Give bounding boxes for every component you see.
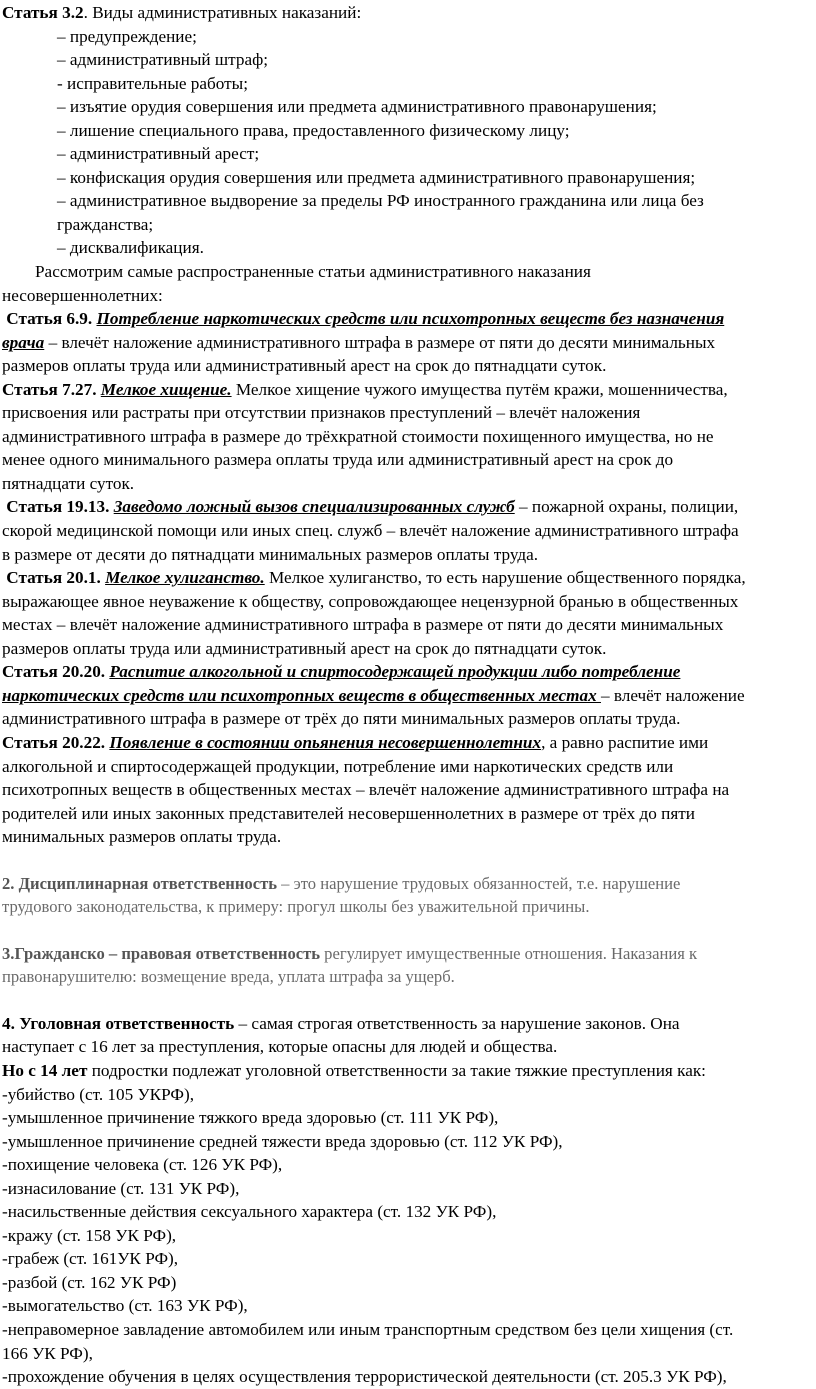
spacer: [2, 919, 813, 942]
article-line: административного штрафа в размере от трёх до пяти минимальных размеров оплаты труда.: [2, 709, 681, 729]
list-item: -изнасилование (ст. 131 УК РФ),: [2, 1178, 240, 1198]
list-item: -вымогательство (ст. 163 УК РФ),: [2, 1296, 248, 1316]
article-20-20-cont: [2, 684, 813, 708]
list-item: -убийство (ст. 105 УКРФ),: [2, 1084, 194, 1104]
list-item: – изъятие орудия совершения или предмета административного правонарушения;: [57, 97, 657, 117]
intro-paragraph-cont: несовершеннолетних:: [2, 285, 163, 305]
article-line: родителей или иных законных представителей несовершеннолетних в размере от трёх до пяти: [2, 803, 695, 823]
list-item: – конфискация орудия совершения или предмета административного правонарушения;: [57, 167, 696, 187]
list-item: – лишение специального права, предоставленного физическому лицу;: [57, 120, 570, 140]
article-line: алкогольной и спиртосодержащей продукции, потребление ими наркотических средств или: [2, 756, 674, 776]
article-6-9-line: размеров оплаты труда или административный арест на срок до пятнадцати суток.: [2, 356, 607, 376]
article-title: Появление в состоянии опьянения несовершеннолетних: [109, 732, 542, 752]
list-item: – административный арест;: [57, 144, 260, 164]
article-title-cont: наркотических средств или психотропных веществ в общественных местах: [2, 685, 601, 705]
age-highlight: Но с 14 лет: [2, 1060, 88, 1080]
article-title: Мелкое хищение.: [100, 379, 232, 399]
article-label: Статья 3.2: [2, 3, 84, 22]
section-3: [2, 942, 813, 966]
article-label: Статья 6.9.: [6, 309, 93, 329]
article-line: присвоения или растраты при отсутствии признаков преступлений – влечёт наложения: [2, 403, 641, 423]
list-item: -умышленное причинение тяжкого вреда здоровью (ст. 111 УК РФ),: [2, 1108, 499, 1128]
list-item: – административное выдворение за пределы РФ иностранного гражданина или лица без: [57, 191, 704, 211]
list-item: -грабеж (ст. 161УК РФ),: [2, 1249, 179, 1269]
spacer: [2, 849, 813, 872]
list-item: -похищение человека (ст. 126 УК РФ),: [2, 1155, 283, 1175]
article-text: Мелкое хулиганство, то есть нарушение общественного порядка,: [264, 568, 746, 588]
section-4: [2, 1012, 813, 1036]
section-heading: 2. Дисциплинарная ответственность: [2, 873, 278, 893]
section-heading: 4. Уголовная ответственность: [2, 1013, 235, 1033]
list-item: – предупреждение;: [57, 26, 197, 46]
article-text: Мелкое хищение чужого имущества путём кражи, мошенничества,: [231, 379, 728, 399]
article-title: Мелкое хулиганство.: [105, 568, 265, 588]
list-item: – административный штраф;: [57, 50, 269, 70]
list-item: -насильственные действия сексуального характера (ст. 132 УК РФ),: [2, 1202, 497, 1222]
list-item: -кражу (ст. 158 УК РФ),: [2, 1225, 177, 1245]
article-text: – пожарной охраны, полиции,: [514, 497, 739, 517]
article-label: Статья 7.27.: [2, 379, 97, 399]
list-item: -умышленное причинение средней тяжести вреда здоровью (ст. 112 УК РФ),: [2, 1131, 563, 1151]
article-6-9: [2, 307, 813, 331]
list-item: гражданства;: [57, 214, 154, 234]
section-line: правонарушителю: возмещение вреда, уплата штрафа за ущерб.: [2, 967, 455, 987]
list-item: – дисквалификация.: [57, 238, 204, 258]
article-20-1: [2, 566, 813, 590]
article-title: Распитие алкогольной и спиртосодержащей продукции либо потребление: [109, 662, 681, 682]
article-line: в размере от десяти до пятнадцати минимальных размеров оплаты труда.: [2, 544, 539, 564]
list-item: - исправительные работы;: [57, 73, 248, 93]
list-item: -разбой (ст. 162 УК РФ): [2, 1272, 177, 1292]
section-text: – это нарушение трудовых обязанностей, т.е. нарушение: [277, 873, 681, 893]
article-title-cont: врача: [2, 332, 45, 352]
article-text: – влечёт наложение: [600, 685, 745, 705]
article-7-27: [2, 378, 813, 402]
article-line: психотропных веществ в общественных местах – влечёт наложение административного штрафа на: [2, 780, 730, 800]
list-item: -неправомерное завладение автомобилем или иным транспортным средством без цели хищения (ст.: [2, 1319, 734, 1339]
article-title: Заведомо ложный вызов специализированных служб: [113, 497, 515, 517]
list-item-cont: 166 УК РФ),: [2, 1343, 93, 1363]
article-20-20: [2, 660, 813, 684]
article-line: местах – влечёт наложение административного штрафа в размере от пяти до десяти минимальных: [2, 615, 724, 635]
article-heading-text: . Виды административных наказаний:: [83, 3, 362, 22]
article-label: Статья 20.1.: [6, 568, 101, 588]
section-heading: 3.Гражданско – правовая ответственность: [2, 943, 321, 963]
article-text: – влечёт наложение административного штрафа в размере от пяти до десяти минимальных: [44, 332, 716, 352]
list-item: -прохождение обучения в целях осуществления террористической деятельности (ст. 205.3 УК РФ),: [2, 1367, 727, 1387]
article-20-22: [2, 731, 813, 755]
section-text: подростки подлежат уголовной ответственности за такие тяжкие преступления как:: [87, 1060, 706, 1080]
article-text: , а равно распитие ими: [541, 732, 709, 752]
article-label: Статья 20.20.: [2, 662, 106, 682]
section-line: трудового законодательства, к примеру: прогул школы без уважительной причины.: [2, 897, 590, 917]
section-line: наступает с 16 лет за преступления, которые опасны для людей и общества.: [2, 1037, 558, 1057]
article-label: Статья 20.22.: [2, 732, 106, 752]
article-line: минимальных размеров оплаты труда.: [2, 827, 282, 847]
article-line: пятнадцати суток.: [2, 473, 135, 493]
article-line: размеров оплаты труда или административный арест на срок до пятнадцати суток.: [2, 638, 607, 658]
intro-paragraph: Рассмотрим самые распространенные статьи административного наказания: [35, 262, 591, 282]
spacer: [2, 989, 813, 1012]
article-title: Потребление наркотических средств или психотропных веществ без назначения: [96, 309, 725, 329]
section-text: – самая строгая ответственность за нарушение законов. Она: [234, 1013, 680, 1033]
penalty-list: [2, 25, 813, 260]
article-6-9-cont: [2, 331, 813, 355]
section-text: регулирует имущественные отношения. Наказания к: [320, 943, 698, 963]
article-line: скорой медицинской помощи или иных спец. служб – влечёт наложение административного штрафа: [2, 521, 739, 541]
article-line: менее одного минимального размера оплаты труда или административный арест на срок до: [2, 450, 674, 470]
article-19-13: [2, 495, 813, 519]
art32-heading: [2, 1, 813, 25]
section-4-age: [2, 1059, 813, 1083]
crime-list: [2, 1083, 813, 1389]
article-label: Статья 19.13.: [6, 497, 110, 517]
article-line: выражающее явное неуважение к обществу, сопровождающее нецензурной бранью в общественных: [2, 591, 739, 611]
section-2: [2, 872, 813, 896]
article-line: административного штрафа в размере до трёхкратной стоимости похищенного имущества, но не: [2, 426, 714, 446]
